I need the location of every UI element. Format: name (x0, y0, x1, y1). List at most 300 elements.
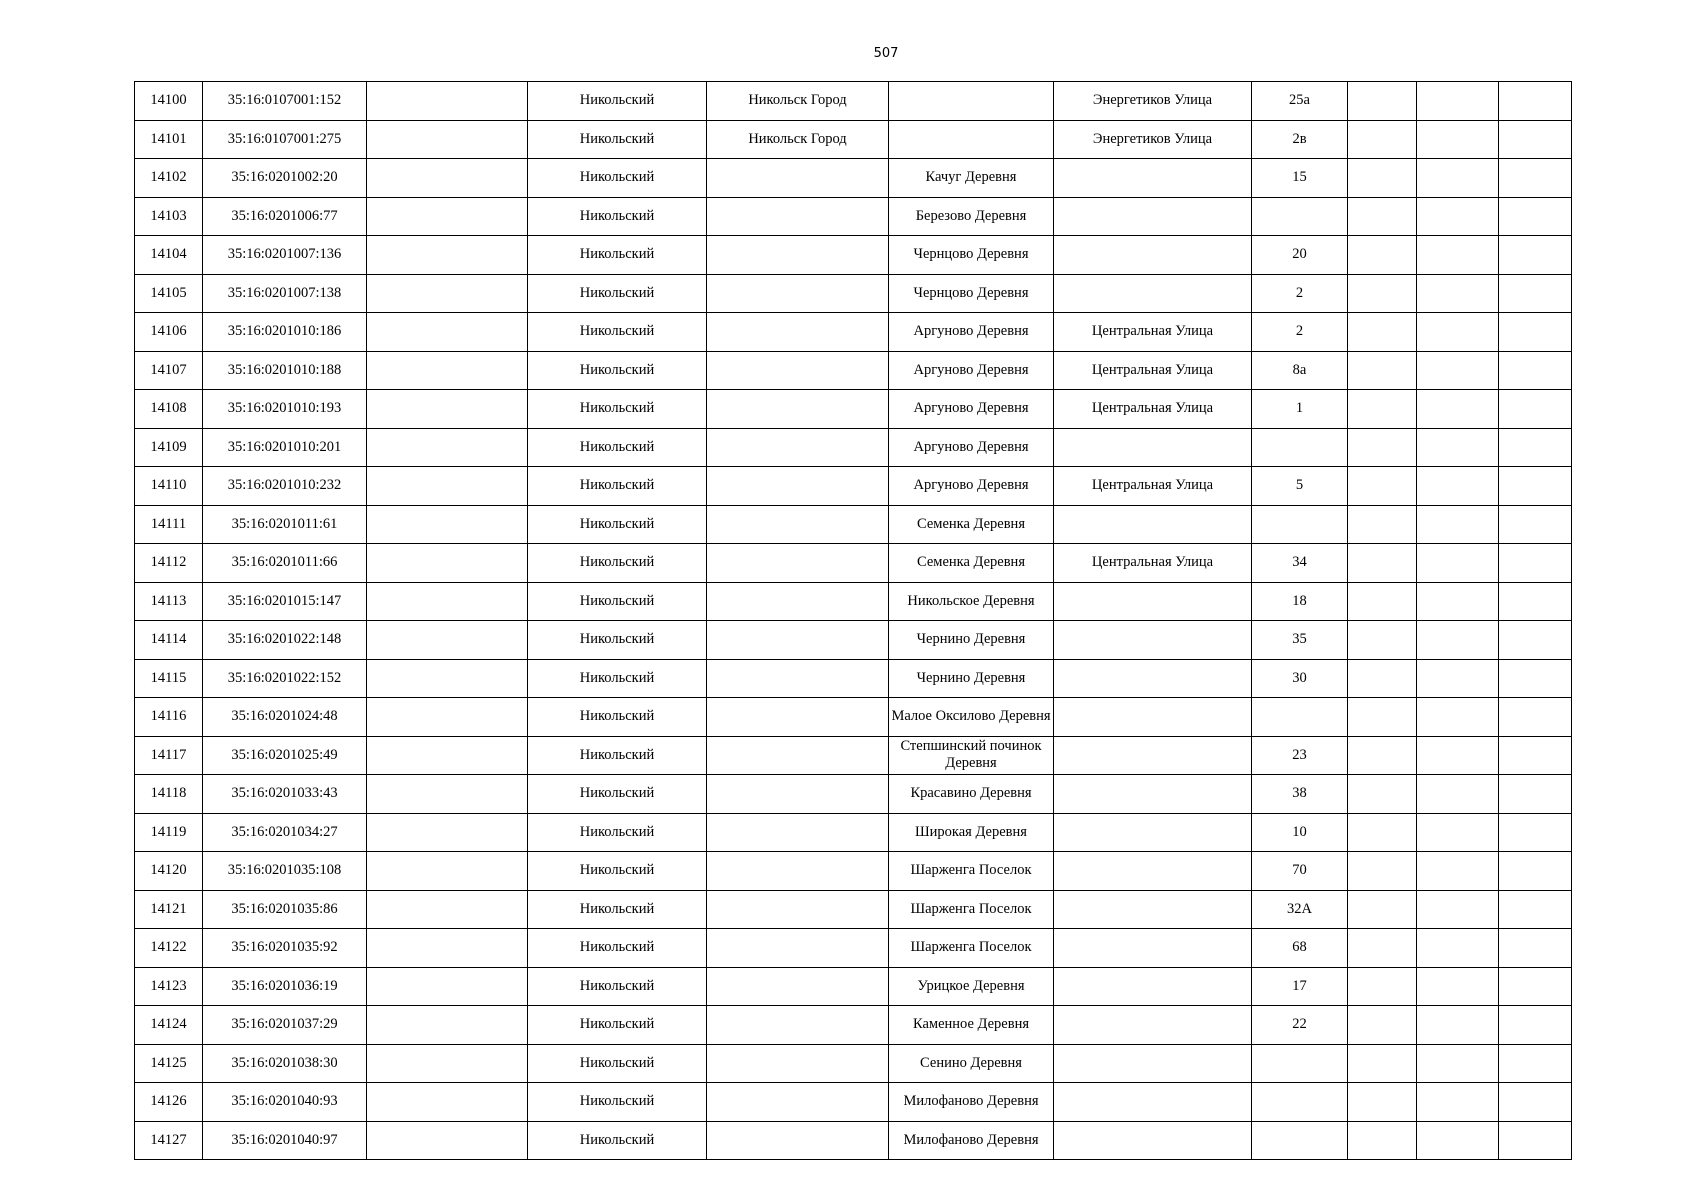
district-cell: Никольский (528, 390, 707, 429)
cadastral-number-cell: 35:16:0201037:29 (203, 1006, 367, 1045)
empty-cell (367, 582, 528, 621)
cadastral-number-cell: 35:16:0201036:19 (203, 967, 367, 1006)
empty-cell (367, 159, 528, 198)
house-number-cell: 10 (1252, 813, 1348, 852)
empty-cell (367, 351, 528, 390)
empty-cell (367, 467, 528, 506)
house-number-cell: 30 (1252, 659, 1348, 698)
row-number-cell: 14111 (135, 505, 203, 544)
locality-cell: Урицкое Деревня (889, 967, 1054, 1006)
city-cell (707, 582, 889, 621)
cadastral-number-cell: 35:16:0201011:66 (203, 544, 367, 583)
house-number-cell: 38 (1252, 775, 1348, 814)
locality-cell: Аргуново Деревня (889, 313, 1054, 352)
street-cell (1054, 775, 1252, 814)
empty-cell (1499, 967, 1572, 1006)
empty-cell (367, 274, 528, 313)
district-cell: Никольский (528, 159, 707, 198)
table-row (135, 1006, 1572, 1045)
empty-cell (1499, 1121, 1572, 1160)
empty-cell (367, 967, 528, 1006)
empty-cell (1417, 621, 1499, 660)
empty-cell (1417, 274, 1499, 313)
table-row (135, 428, 1572, 467)
locality-cell: Чернино Деревня (889, 621, 1054, 660)
cadastral-number-cell: 35:16:0201010:188 (203, 351, 367, 390)
locality-cell: Сенино Деревня (889, 1044, 1054, 1083)
empty-cell (1499, 390, 1572, 429)
city-cell (707, 236, 889, 275)
row-number-cell: 14103 (135, 197, 203, 236)
house-number-cell (1252, 505, 1348, 544)
empty-cell (1499, 197, 1572, 236)
table-row (135, 1121, 1572, 1160)
street-cell: Центральная Улица (1054, 313, 1252, 352)
district-cell: Никольский (528, 544, 707, 583)
empty-cell (1348, 929, 1417, 968)
empty-cell (1499, 582, 1572, 621)
street-cell (1054, 967, 1252, 1006)
city-cell (707, 1006, 889, 1045)
row-number-cell: 14117 (135, 736, 203, 775)
empty-cell (1348, 967, 1417, 1006)
empty-cell (1499, 1006, 1572, 1045)
empty-cell (1348, 236, 1417, 275)
row-number-cell: 14107 (135, 351, 203, 390)
locality-cell: Семенка Деревня (889, 505, 1054, 544)
empty-cell (367, 736, 528, 775)
empty-cell (1417, 313, 1499, 352)
table-row (135, 852, 1572, 891)
house-number-cell: 18 (1252, 582, 1348, 621)
cadastral-number-cell: 35:16:0201015:147 (203, 582, 367, 621)
district-cell: Никольский (528, 1121, 707, 1160)
empty-cell (1417, 159, 1499, 198)
locality-cell: Степшинский починок Деревня (889, 736, 1054, 775)
district-cell: Никольский (528, 698, 707, 737)
row-number-cell: 14113 (135, 582, 203, 621)
empty-cell (1499, 313, 1572, 352)
empty-cell (367, 313, 528, 352)
empty-cell (1348, 82, 1417, 121)
district-cell: Никольский (528, 274, 707, 313)
empty-cell (1417, 582, 1499, 621)
district-cell: Никольский (528, 351, 707, 390)
empty-cell (1417, 775, 1499, 814)
house-number-cell: 34 (1252, 544, 1348, 583)
street-cell: Энергетиков Улица (1054, 120, 1252, 159)
cadastral-number-cell: 35:16:0201010:232 (203, 467, 367, 506)
empty-cell (1417, 659, 1499, 698)
table-row (135, 698, 1572, 737)
row-number-cell: 14124 (135, 1006, 203, 1045)
district-cell: Никольский (528, 197, 707, 236)
empty-cell (1417, 505, 1499, 544)
district-cell: Никольский (528, 1006, 707, 1045)
empty-cell (1417, 390, 1499, 429)
house-number-cell: 68 (1252, 929, 1348, 968)
house-number-cell (1252, 698, 1348, 737)
locality-cell: Аргуново Деревня (889, 467, 1054, 506)
cadastral-number-cell: 35:16:0107001:275 (203, 120, 367, 159)
row-number-cell: 14106 (135, 313, 203, 352)
city-cell (707, 1121, 889, 1160)
empty-cell (367, 698, 528, 737)
empty-cell (1417, 351, 1499, 390)
row-number-cell: 14105 (135, 274, 203, 313)
empty-cell (367, 1044, 528, 1083)
district-cell: Никольский (528, 852, 707, 891)
street-cell (1054, 159, 1252, 198)
empty-cell (1499, 505, 1572, 544)
locality-cell (889, 120, 1054, 159)
house-number-cell (1252, 1083, 1348, 1122)
empty-cell (1348, 159, 1417, 198)
district-cell: Никольский (528, 621, 707, 660)
house-number-cell: 2 (1252, 274, 1348, 313)
locality-cell: Чернцово Деревня (889, 236, 1054, 275)
cadastral-number-cell: 35:16:0201010:186 (203, 313, 367, 352)
city-cell: Никольск Город (707, 82, 889, 121)
city-cell (707, 1044, 889, 1083)
table-row (135, 659, 1572, 698)
city-cell (707, 313, 889, 352)
cadastral-number-cell: 35:16:0201035:108 (203, 852, 367, 891)
district-cell: Никольский (528, 120, 707, 159)
empty-cell (367, 659, 528, 698)
row-number-cell: 14101 (135, 120, 203, 159)
empty-cell (1499, 621, 1572, 660)
house-number-cell: 35 (1252, 621, 1348, 660)
cadastral-number-cell: 35:16:0201022:148 (203, 621, 367, 660)
district-cell: Никольский (528, 813, 707, 852)
street-cell (1054, 505, 1252, 544)
city-cell (707, 544, 889, 583)
empty-cell (1417, 544, 1499, 583)
empty-cell (1348, 1083, 1417, 1122)
empty-cell (367, 197, 528, 236)
row-number-cell: 14100 (135, 82, 203, 121)
locality-cell: Аргуново Деревня (889, 390, 1054, 429)
empty-cell (1499, 736, 1572, 775)
cadastral-number-cell: 35:16:0201002:20 (203, 159, 367, 198)
empty-cell (1499, 120, 1572, 159)
row-number-cell: 14123 (135, 967, 203, 1006)
house-number-cell (1252, 428, 1348, 467)
empty-cell (367, 236, 528, 275)
empty-cell (1348, 775, 1417, 814)
empty-cell (1499, 1044, 1572, 1083)
street-cell (1054, 236, 1252, 275)
row-number-cell: 14127 (135, 1121, 203, 1160)
cadastral-number-cell: 35:16:0201033:43 (203, 775, 367, 814)
locality-cell: Чернцово Деревня (889, 274, 1054, 313)
empty-cell (1499, 852, 1572, 891)
empty-cell (367, 1121, 528, 1160)
street-cell (1054, 197, 1252, 236)
table-row (135, 351, 1572, 390)
row-number-cell: 14102 (135, 159, 203, 198)
house-number-cell: 70 (1252, 852, 1348, 891)
district-cell: Никольский (528, 1083, 707, 1122)
empty-cell (1348, 544, 1417, 583)
house-number-cell (1252, 1044, 1348, 1083)
street-cell (1054, 890, 1252, 929)
empty-cell (1348, 852, 1417, 891)
empty-cell (1499, 544, 1572, 583)
empty-cell (1499, 929, 1572, 968)
empty-cell (1417, 929, 1499, 968)
district-cell: Никольский (528, 967, 707, 1006)
empty-cell (1417, 82, 1499, 121)
cadastral-number-cell: 35:16:0201040:93 (203, 1083, 367, 1122)
house-number-cell: 2в (1252, 120, 1348, 159)
house-number-cell: 20 (1252, 236, 1348, 275)
street-cell (1054, 1044, 1252, 1083)
locality-cell: Шарженга Поселок (889, 929, 1054, 968)
registry-body (135, 82, 1572, 1160)
city-cell (707, 390, 889, 429)
empty-cell (1348, 351, 1417, 390)
district-cell: Никольский (528, 428, 707, 467)
row-number-cell: 14104 (135, 236, 203, 275)
table-row (135, 505, 1572, 544)
empty-cell (1499, 159, 1572, 198)
city-cell: Никольск Город (707, 120, 889, 159)
empty-cell (1348, 428, 1417, 467)
table-row (135, 313, 1572, 352)
table-row (135, 82, 1572, 121)
cadastral-number-cell: 35:16:0201034:27 (203, 813, 367, 852)
empty-cell (1348, 1044, 1417, 1083)
cadastral-number-cell: 35:16:0201007:136 (203, 236, 367, 275)
cadastral-number-cell: 35:16:0201035:92 (203, 929, 367, 968)
empty-cell (1348, 582, 1417, 621)
empty-cell (1499, 351, 1572, 390)
empty-cell (1499, 890, 1572, 929)
row-number-cell: 14126 (135, 1083, 203, 1122)
district-cell: Никольский (528, 736, 707, 775)
city-cell (707, 659, 889, 698)
row-number-cell: 14121 (135, 890, 203, 929)
house-number-cell: 25а (1252, 82, 1348, 121)
table-row (135, 274, 1572, 313)
empty-cell (1348, 274, 1417, 313)
cadastral-number-cell: 35:16:0201011:61 (203, 505, 367, 544)
city-cell (707, 274, 889, 313)
city-cell (707, 698, 889, 737)
locality-cell: Шарженга Поселок (889, 852, 1054, 891)
locality-cell: Никольское Деревня (889, 582, 1054, 621)
locality-cell: Аргуново Деревня (889, 351, 1054, 390)
street-cell (1054, 582, 1252, 621)
table-row (135, 813, 1572, 852)
empty-cell (1417, 1121, 1499, 1160)
street-cell (1054, 274, 1252, 313)
empty-cell (1348, 659, 1417, 698)
empty-cell (1499, 428, 1572, 467)
street-cell (1054, 698, 1252, 737)
locality-cell: Каменное Деревня (889, 1006, 1054, 1045)
empty-cell (1417, 428, 1499, 467)
table-row (135, 1044, 1572, 1083)
house-number-cell: 1 (1252, 390, 1348, 429)
house-number-cell: 2 (1252, 313, 1348, 352)
empty-cell (367, 390, 528, 429)
city-cell (707, 1083, 889, 1122)
city-cell (707, 967, 889, 1006)
row-number-cell: 14114 (135, 621, 203, 660)
table-row (135, 775, 1572, 814)
cadastral-number-cell: 35:16:0201022:152 (203, 659, 367, 698)
district-cell: Никольский (528, 582, 707, 621)
empty-cell (1417, 736, 1499, 775)
district-cell: Никольский (528, 659, 707, 698)
cadastral-number-cell: 35:16:0201010:201 (203, 428, 367, 467)
table-row (135, 1083, 1572, 1122)
district-cell: Никольский (528, 467, 707, 506)
street-cell: Энергетиков Улица (1054, 82, 1252, 121)
table-row (135, 967, 1572, 1006)
empty-cell (1499, 274, 1572, 313)
empty-cell (1348, 313, 1417, 352)
empty-cell (1417, 236, 1499, 275)
empty-cell (1348, 698, 1417, 737)
empty-cell (1499, 467, 1572, 506)
locality-cell: Чернино Деревня (889, 659, 1054, 698)
empty-cell (1499, 813, 1572, 852)
empty-cell (367, 890, 528, 929)
cadastral-number-cell: 35:16:0201007:138 (203, 274, 367, 313)
street-cell (1054, 659, 1252, 698)
empty-cell (1348, 813, 1417, 852)
empty-cell (367, 852, 528, 891)
table-row (135, 929, 1572, 968)
empty-cell (1417, 1044, 1499, 1083)
row-number-cell: 14122 (135, 929, 203, 968)
empty-cell (1348, 736, 1417, 775)
empty-cell (1499, 236, 1572, 275)
table-row (135, 890, 1572, 929)
empty-cell (1417, 967, 1499, 1006)
cadastral-number-cell: 35:16:0201025:49 (203, 736, 367, 775)
street-cell: Центральная Улица (1054, 544, 1252, 583)
row-number-cell: 14120 (135, 852, 203, 891)
empty-cell (367, 775, 528, 814)
locality-cell: Качуг Деревня (889, 159, 1054, 198)
house-number-cell: 5 (1252, 467, 1348, 506)
empty-cell (367, 505, 528, 544)
house-number-cell: 17 (1252, 967, 1348, 1006)
empty-cell (1417, 120, 1499, 159)
empty-cell (367, 82, 528, 121)
city-cell (707, 775, 889, 814)
empty-cell (1499, 82, 1572, 121)
empty-cell (1417, 698, 1499, 737)
row-number-cell: 14125 (135, 1044, 203, 1083)
cadastral-number-cell: 35:16:0201040:97 (203, 1121, 367, 1160)
cadastral-number-cell: 35:16:0107001:152 (203, 82, 367, 121)
house-number-cell (1252, 1121, 1348, 1160)
empty-cell (1417, 1006, 1499, 1045)
page-number: 507 (873, 46, 899, 61)
city-cell (707, 428, 889, 467)
row-number-cell: 14112 (135, 544, 203, 583)
row-number-cell: 14115 (135, 659, 203, 698)
city-cell (707, 813, 889, 852)
cadastral-number-cell: 35:16:0201006:77 (203, 197, 367, 236)
empty-cell (367, 1083, 528, 1122)
district-cell: Никольский (528, 1044, 707, 1083)
street-cell (1054, 621, 1252, 660)
table-row (135, 390, 1572, 429)
empty-cell (367, 120, 528, 159)
table-row (135, 159, 1572, 198)
table-row (135, 120, 1572, 159)
cadastral-number-cell: 35:16:0201038:30 (203, 1044, 367, 1083)
district-cell: Никольский (528, 929, 707, 968)
district-cell: Никольский (528, 236, 707, 275)
row-number-cell: 14110 (135, 467, 203, 506)
house-number-cell: 32А (1252, 890, 1348, 929)
locality-cell: Милофаново Деревня (889, 1083, 1054, 1122)
empty-cell (367, 929, 528, 968)
city-cell (707, 351, 889, 390)
empty-cell (367, 813, 528, 852)
table-row (135, 621, 1572, 660)
city-cell (707, 736, 889, 775)
empty-cell (367, 621, 528, 660)
locality-cell: Березово Деревня (889, 197, 1054, 236)
street-cell: Центральная Улица (1054, 351, 1252, 390)
street-cell (1054, 736, 1252, 775)
empty-cell (1417, 813, 1499, 852)
table-row (135, 544, 1572, 583)
house-number-cell (1252, 197, 1348, 236)
row-number-cell: 14119 (135, 813, 203, 852)
empty-cell (1348, 390, 1417, 429)
empty-cell (1499, 698, 1572, 737)
empty-cell (367, 428, 528, 467)
row-number-cell: 14118 (135, 775, 203, 814)
empty-cell (1348, 197, 1417, 236)
row-number-cell: 14109 (135, 428, 203, 467)
row-number-cell: 14116 (135, 698, 203, 737)
city-cell (707, 505, 889, 544)
street-cell (1054, 1083, 1252, 1122)
empty-cell (1417, 852, 1499, 891)
empty-cell (1417, 1083, 1499, 1122)
table-row (135, 736, 1572, 775)
street-cell (1054, 428, 1252, 467)
empty-cell (1499, 659, 1572, 698)
table-row (135, 582, 1572, 621)
street-cell: Центральная Улица (1054, 390, 1252, 429)
registry-table (134, 81, 1572, 1160)
city-cell (707, 890, 889, 929)
locality-cell: Широкая Деревня (889, 813, 1054, 852)
street-cell (1054, 852, 1252, 891)
empty-cell (1348, 1006, 1417, 1045)
cadastral-number-cell: 35:16:0201010:193 (203, 390, 367, 429)
empty-cell (1348, 120, 1417, 159)
locality-cell: Малое Оксилово Деревня (889, 698, 1054, 737)
empty-cell (1417, 890, 1499, 929)
district-cell: Никольский (528, 890, 707, 929)
street-cell: Центральная Улица (1054, 467, 1252, 506)
district-cell: Никольский (528, 313, 707, 352)
house-number-cell: 8а (1252, 351, 1348, 390)
